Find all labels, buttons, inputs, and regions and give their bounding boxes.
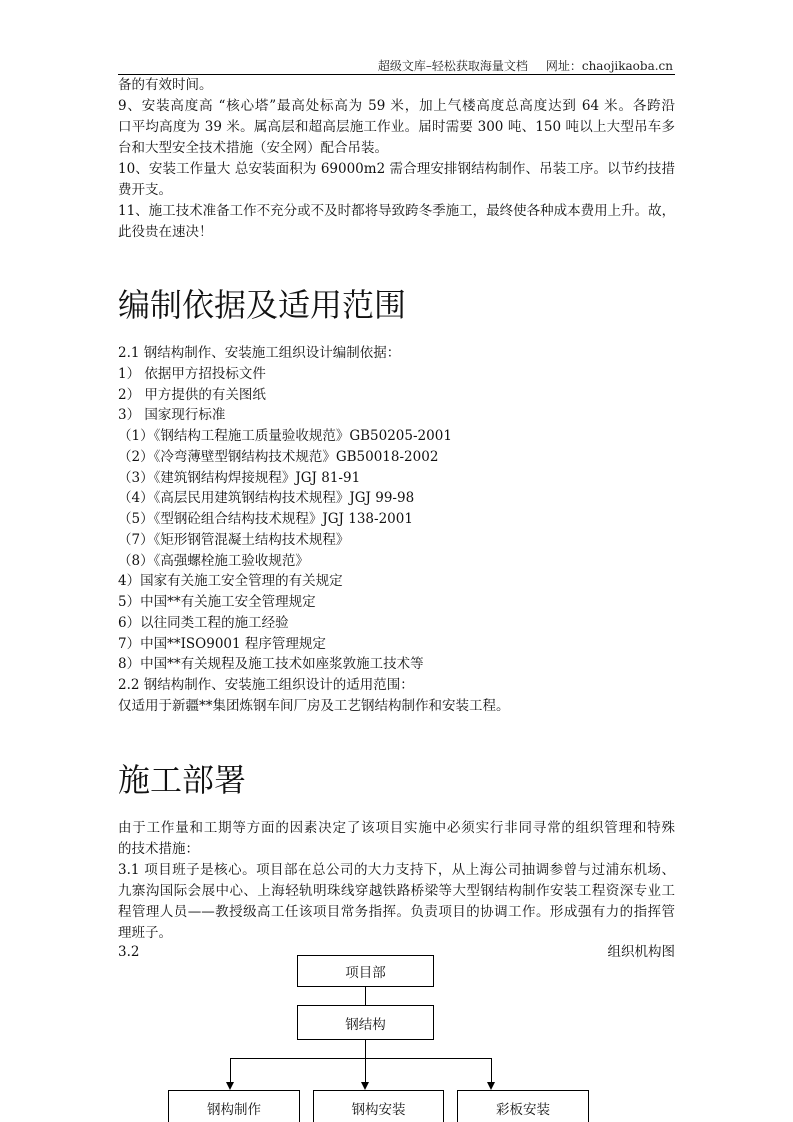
text-line: 台和大型安全技术措施（安全网）配合吊装。 [118,140,388,156]
list-item: （2）《冷弯薄壁型钢结构技术规范》GB50018-2002 [118,448,439,465]
list-item: 4）国家有关施工安全管理的有关规定 [118,573,343,590]
list-item: （4）《高层民用建筑钢结构技术规程》JGJ 99-98 [118,490,415,507]
text-line: 由于工作量和工期等方面的因素决定了该项目实施中必须实行非同寻常的组织管理和特殊 [118,820,675,836]
list-item: （1）《钢结构工程施工质量验收规范》GB50205-2001 [118,428,452,444]
connector [230,1058,231,1083]
header-site: 超级文库–轻松获取海量文档 [377,59,528,73]
list-item: 5）中国**有关施工安全管理规定 [118,594,316,610]
text-line: 9、安装高度高 “核心塔”最高处标高为 59 米，加上气楼高度总高度达到 64 米。各跨沿 [118,98,675,114]
text-line: 费开支。 [118,182,172,198]
text-line: 程管理人员——教授级高工任该项目常务指挥。负责项目的协调工作。形成强有力的指挥管 [118,904,675,920]
list-item: 6）以往同类工程的施工经验 [118,614,289,631]
section-heading: 施工部署 [118,761,247,799]
text-line: 10、安装工作量大 总安装面积为 69000m2 需合理安排钢结构制作、吊装工序。以节约技措 [118,161,675,177]
connector [230,1058,492,1059]
section-heading: 编制依据及适用范围 [118,286,407,324]
list-item: 7）中国**ISO9001 程序管理规定 [118,635,326,652]
arrow-down-icon [487,1082,495,1090]
text-line: 备的有效时间。 [118,77,213,93]
connector [365,1040,366,1058]
header-url: 网址：chaojikaoba.cn [545,59,673,73]
org-node-middle: 钢结构 [297,1005,434,1040]
connector [365,987,366,1005]
arrow-down-icon [361,1082,369,1090]
arrow-down-icon [226,1082,234,1090]
text-line: 理班子。 [118,925,172,941]
org-node-top: 项目部 [297,955,434,987]
org-node-fabrication: 钢构制作 [168,1090,300,1122]
list-item: 2） 甲方提供的有关图纸 [118,386,266,403]
connector [365,1058,366,1083]
list-item: 2.1 钢结构制作、安装施工组织设计编制依据： [118,345,401,361]
text-line: 3.2 [118,944,140,960]
org-node-installation: 钢构安装 [313,1090,444,1122]
page-header [378,57,673,74]
list-item: （7）《矩形钢管混凝土结构技术规程》 [118,531,350,548]
chart-caption: 组织机构图 [607,944,675,960]
text-line: 口平均高度为 39 米。属高层和超高层施工作业。届时需要 300 吨、150 吨以上大型吊车多 [118,119,675,135]
list-item: （8）《高强螺栓施工验收规范》 [118,552,309,569]
org-node-panel-install: 彩板安装 [457,1090,589,1122]
text-line: 九寨沟国际会展中心、上海轻轨明珠线穿越铁路桥梁等大型钢结构制作安装工程资深专业工 [118,883,675,899]
text-line: 11、施工技术准备工作不充分或不及时都将导致跨冬季施工，最终使各种成本费用上升。故， [118,203,676,219]
text-line: 的技术措施： [118,841,199,857]
list-item: 2.2 钢结构制作、安装施工组织设计的适用范围： [118,677,414,693]
list-item: （5）《型钢砼组合结构技术规程》JGJ 138-2001 [118,511,413,527]
text-line: 3.1 项目班子是核心。项目部在总公司的大力支持下，从上海公司抽调参曾与过浦东机场、 [118,862,675,878]
list-item: 3） 国家现行标准 [118,407,226,424]
list-item: 仅适用于新疆**集团炼钢车间厂房及工艺钢结构制作和安装工程。 [118,697,510,714]
connector [491,1058,492,1083]
list-item: 1） 依据甲方招投标文件 [118,365,266,382]
text-line: 此役贵在速决！ [118,224,213,240]
list-item: （3）《建筑钢结构焊接规程》JGJ 81-91 [118,469,361,486]
list-item: 8）中国**有关规程及施工技术如座浆敦施工技术等 [118,656,424,673]
